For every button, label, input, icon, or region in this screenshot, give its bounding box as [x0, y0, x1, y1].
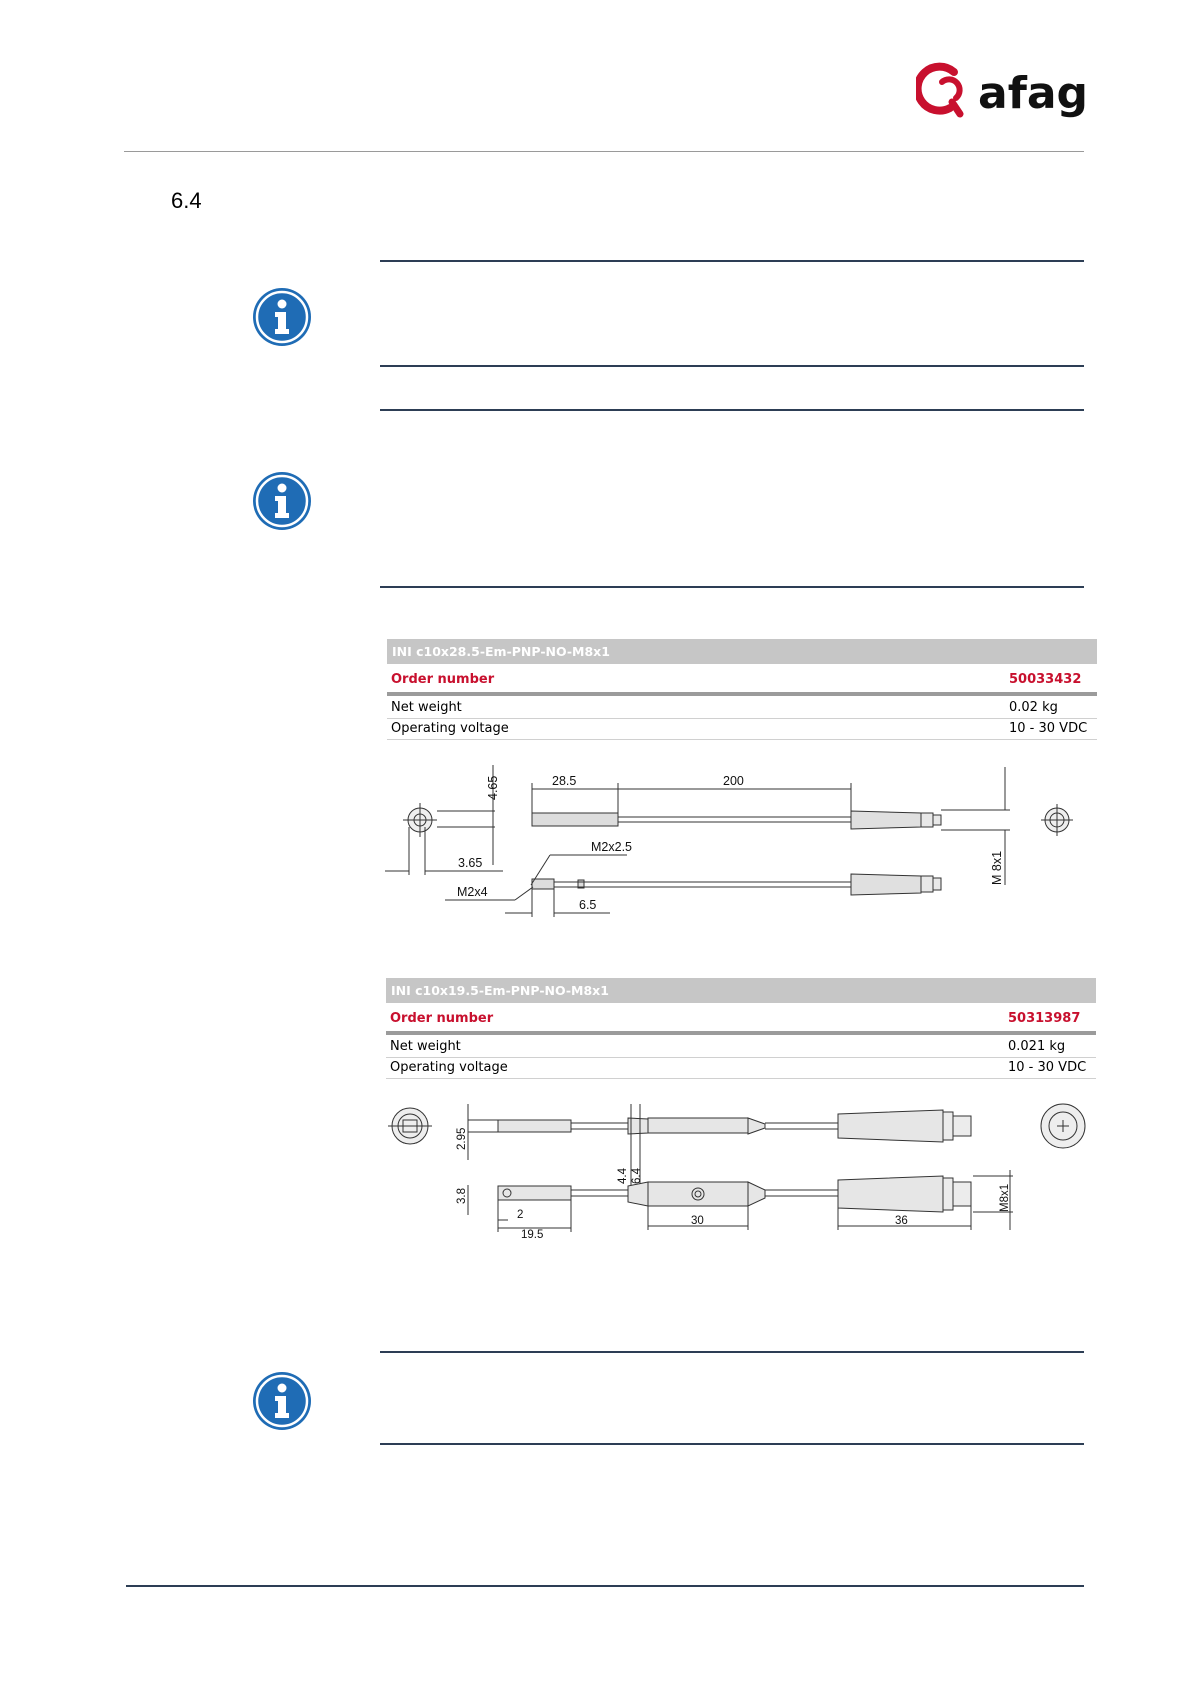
sensor2-row-divider [386, 1031, 1096, 1035]
sensor2-dimension-drawing [383, 1090, 1098, 1240]
net-weight-value: 0.02 kg [1009, 700, 1058, 715]
operating-voltage-value: 10 - 30 VDC [1009, 721, 1088, 736]
note3-bottom-rule [380, 1443, 1084, 1445]
net-weight-value: 0.021 kg [1008, 1039, 1066, 1054]
note2-top-rule [380, 409, 1084, 411]
sensor1-spec-table [387, 639, 1097, 739]
note3-top-rule [380, 1351, 1084, 1353]
dim-label: M8x1 [999, 1183, 1011, 1212]
dim-label: 2 [517, 1209, 524, 1221]
info-icon [252, 287, 312, 347]
sensor1-row-divider [387, 692, 1097, 696]
sensor2-row-divider [386, 1057, 1096, 1058]
dim-label: 4.4 [617, 1168, 629, 1184]
logo-mark-icon [918, 67, 960, 114]
dim-label: 2.95 [456, 1127, 468, 1150]
sensor2-spec-table [386, 978, 1096, 1078]
dim-label: 4.65 [486, 775, 500, 800]
dim-label: 6.4 [631, 1168, 643, 1184]
dim-label: 30 [691, 1215, 704, 1227]
operating-voltage-value: 10 - 30 VDC [1008, 1060, 1087, 1075]
dim-label: 3.65 [458, 856, 483, 870]
operating-voltage-label: Operating voltage [390, 1060, 508, 1075]
order-number-label: Order number [390, 1011, 494, 1026]
section-number: 6.4 [171, 188, 202, 213]
footer-divider [126, 1585, 1084, 1587]
note2-bottom-rule [380, 586, 1084, 588]
sensor1-dimension-drawing [385, 755, 1095, 925]
order-number-label: Order number [391, 672, 495, 687]
operating-voltage-label: Operating voltage [391, 721, 509, 736]
logo-text: afag [978, 68, 1088, 119]
sensor2-row-divider [386, 1078, 1096, 1079]
note1-bottom-rule [380, 365, 1084, 367]
sensor1-row-divider [387, 718, 1097, 719]
dim-label: M2x2.5 [591, 840, 632, 854]
order-number-value: 50313987 [1008, 1011, 1081, 1026]
header-divider [124, 151, 1084, 152]
dim-label: 3.8 [456, 1188, 468, 1204]
dim-label: M 8x1 [990, 850, 1004, 885]
dim-label: 6.5 [579, 898, 597, 912]
dim-label: M2x4 [457, 885, 488, 899]
sensor1-title: INI c10x28.5-Em-PNP-NO-M8x1 [387, 639, 1097, 664]
dim-label: 200 [723, 774, 744, 788]
info-icon [252, 471, 312, 531]
sensor1-row-divider [387, 739, 1097, 740]
afag-logo [916, 62, 1088, 124]
info-icon [252, 1371, 312, 1431]
dim-label: 36 [895, 1215, 908, 1227]
order-number-value: 50033432 [1009, 672, 1082, 687]
sensor2-title: INI c10x19.5-Em-PNP-NO-M8x1 [386, 978, 1096, 1003]
net-weight-label: Net weight [390, 1039, 461, 1054]
note1-top-rule [380, 260, 1084, 262]
net-weight-label: Net weight [391, 700, 462, 715]
dim-label: 19.5 [521, 1229, 544, 1240]
dim-label: 28.5 [552, 774, 577, 788]
